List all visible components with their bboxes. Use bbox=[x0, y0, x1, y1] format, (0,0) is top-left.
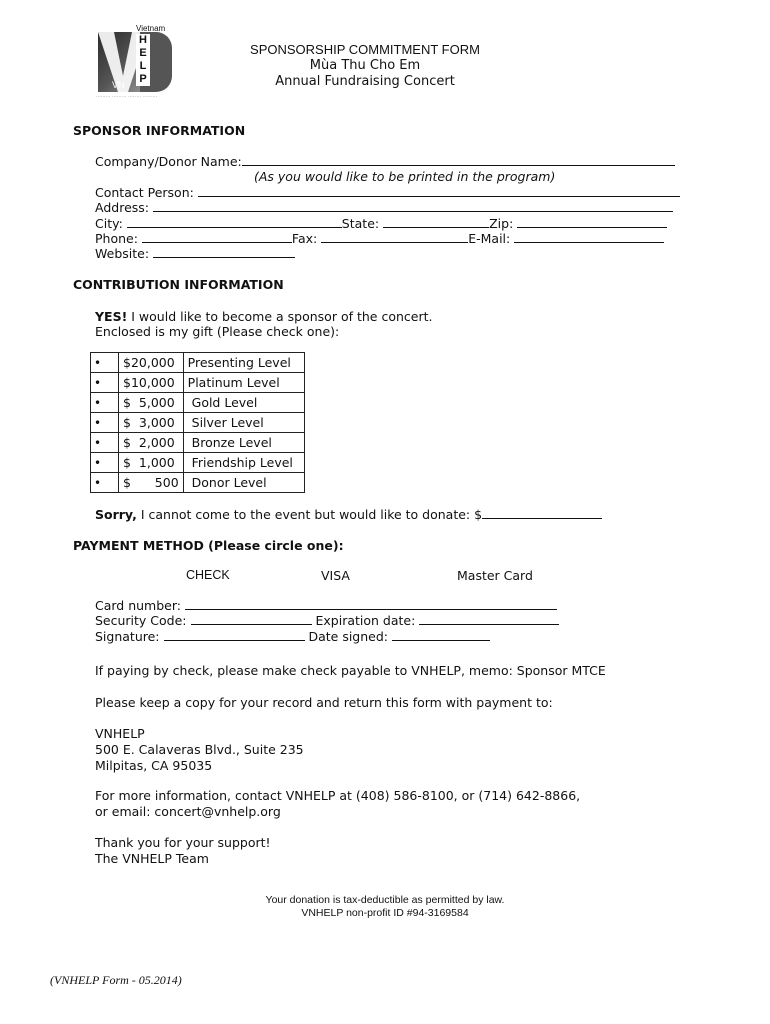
level-name: Presenting Level bbox=[183, 353, 304, 373]
tax-note: Your donation is tax-deductible as permitted by law. bbox=[265, 894, 505, 906]
date-signed-field[interactable] bbox=[392, 629, 490, 641]
date-signed-label: Date signed: bbox=[304, 629, 389, 644]
thanks-line-1: Thank you for your support! bbox=[95, 835, 271, 850]
level-checkbox[interactable] bbox=[91, 413, 119, 433]
city-row bbox=[95, 216, 667, 231]
program-note: (As you would like to be printed in the program) bbox=[254, 169, 556, 184]
website-row bbox=[95, 246, 295, 261]
level-row bbox=[91, 433, 305, 453]
sorry-word: Sorry, bbox=[95, 507, 137, 522]
address-line-1: VNHELP bbox=[95, 726, 145, 741]
yes-word: YES! bbox=[95, 309, 128, 324]
bullet-icon: • bbox=[94, 456, 102, 470]
contact-info bbox=[95, 788, 580, 820]
bullet-icon: • bbox=[94, 356, 102, 370]
footer-note bbox=[200, 894, 570, 920]
form-event: Annual Fundraising Concert bbox=[275, 74, 455, 89]
logo-letters: HELP bbox=[139, 34, 147, 85]
signature-field[interactable] bbox=[164, 629, 305, 641]
address-field[interactable] bbox=[153, 200, 673, 212]
level-name: Platinum Level bbox=[183, 373, 304, 393]
form-subtitle: Mùa Thu Cho Em bbox=[309, 58, 421, 73]
level-amount: $ 2,000 bbox=[119, 433, 184, 453]
company-field[interactable] bbox=[242, 154, 675, 166]
yes-line bbox=[95, 309, 432, 324]
payment-option-visa[interactable]: VISA bbox=[321, 568, 350, 583]
city-field[interactable] bbox=[127, 216, 342, 228]
address-line-3: Milpitas, CA 95035 bbox=[95, 758, 213, 773]
phone-row bbox=[95, 231, 664, 246]
form-title: SPONSORSHIP COMMITMENT FORM bbox=[250, 42, 480, 57]
level-amount: $ 3,000 bbox=[119, 413, 184, 433]
level-row bbox=[91, 453, 305, 473]
level-amount: $ 500 bbox=[119, 473, 184, 493]
level-name: Silver Level bbox=[183, 413, 304, 433]
card-number-row bbox=[95, 598, 557, 613]
level-amount: $ 5,000 bbox=[119, 393, 184, 413]
yes-text: I would like to become a sponsor of the concert. bbox=[127, 309, 433, 324]
email-field[interactable] bbox=[514, 231, 664, 243]
logo-mark-text: VN bbox=[112, 80, 125, 90]
address-label: Address: bbox=[95, 200, 149, 215]
expiration-field[interactable] bbox=[419, 613, 559, 625]
fax-field[interactable] bbox=[321, 231, 468, 243]
state-field[interactable] bbox=[383, 216, 489, 228]
signature-row bbox=[95, 629, 490, 644]
expiration-label: Expiration date: bbox=[311, 613, 416, 628]
bullet-icon: • bbox=[94, 416, 102, 430]
return-note: Please keep a copy for your record and return this form with payment to: bbox=[95, 695, 553, 710]
address-line-2: 500 E. Calaveras Blvd., Suite 235 bbox=[95, 742, 304, 757]
address-row bbox=[95, 200, 673, 215]
logo-help-letters bbox=[136, 34, 150, 86]
security-code-field[interactable] bbox=[191, 613, 312, 625]
nonprofit-id: VNHELP non-profit ID #94-3169584 bbox=[301, 907, 469, 919]
thanks-line-2: The VNHELP Team bbox=[95, 851, 209, 866]
contact-field[interactable] bbox=[198, 185, 680, 197]
zip-field[interactable] bbox=[517, 216, 667, 228]
city-label: City: bbox=[95, 216, 123, 231]
payment-option-check[interactable]: CHECK bbox=[186, 568, 230, 582]
phone-field[interactable] bbox=[142, 231, 292, 243]
security-row bbox=[95, 613, 559, 628]
form-number: (VNHELP Form - 05.2014) bbox=[50, 973, 182, 987]
sorry-line bbox=[95, 507, 602, 522]
level-name: Friendship Level bbox=[183, 453, 304, 473]
contact-label: Contact Person: bbox=[95, 185, 194, 200]
bullet-icon: • bbox=[94, 436, 102, 450]
level-checkbox[interactable] bbox=[91, 373, 119, 393]
payment-heading: PAYMENT METHOD (Please circle one): bbox=[73, 538, 344, 553]
bullet-icon: • bbox=[94, 476, 102, 490]
level-row bbox=[91, 473, 305, 493]
contribution-heading: CONTRIBUTION INFORMATION bbox=[73, 277, 284, 292]
level-row bbox=[91, 393, 305, 413]
bullet-icon: • bbox=[94, 396, 102, 410]
logo-top-text: Vietnam bbox=[136, 24, 166, 33]
level-checkbox[interactable] bbox=[91, 473, 119, 493]
level-checkbox[interactable] bbox=[91, 453, 119, 473]
level-row bbox=[91, 353, 305, 373]
level-amount: $10,000 bbox=[119, 373, 184, 393]
fax-label: Fax: bbox=[291, 231, 318, 246]
bullet-icon: • bbox=[94, 376, 102, 390]
level-name: Bronze Level bbox=[183, 433, 304, 453]
signature-label: Signature: bbox=[95, 629, 160, 644]
card-number-field[interactable] bbox=[185, 598, 557, 610]
form-header bbox=[200, 42, 530, 90]
mailing-address bbox=[95, 726, 304, 774]
level-amount: $20,000 bbox=[119, 353, 184, 373]
level-row bbox=[91, 413, 305, 433]
level-name: Gold Level bbox=[183, 393, 304, 413]
contact-line-2: or email: concert@vnhelp.org bbox=[95, 804, 281, 819]
logo-tagline: ········· ········· ········ ········· bbox=[96, 94, 158, 99]
level-checkbox[interactable] bbox=[91, 433, 119, 453]
thanks-block bbox=[95, 835, 271, 867]
security-label: Security Code: bbox=[95, 613, 187, 628]
website-label: Website: bbox=[95, 246, 150, 261]
zip-label: Zip: bbox=[489, 216, 514, 231]
sorry-text: I cannot come to the event but would like to donate: $ bbox=[136, 507, 483, 522]
email-label: E-Mail: bbox=[468, 231, 511, 246]
contact-line-1: For more information, contact VNHELP at (408) 586-8100, or (714) 642-8866, bbox=[95, 788, 581, 803]
level-checkbox[interactable] bbox=[91, 393, 119, 413]
enclosed-line: Enclosed is my gift (Please check one): bbox=[95, 324, 340, 339]
company-row bbox=[95, 154, 675, 169]
contact-row bbox=[95, 185, 680, 200]
company-label: Company/Donor Name: bbox=[95, 154, 242, 169]
vnhelp-logo bbox=[96, 24, 174, 100]
level-row bbox=[91, 373, 305, 393]
state-label: State: bbox=[341, 216, 380, 231]
check-note: If paying by check, please make check payable to VNHELP, memo: Sponsor MTCE bbox=[95, 663, 606, 678]
level-checkbox[interactable] bbox=[91, 353, 119, 373]
payment-option-mastercard[interactable]: Master Card bbox=[457, 568, 533, 583]
level-name: Donor Level bbox=[183, 473, 304, 493]
donation-amount-field[interactable] bbox=[482, 507, 602, 519]
website-field[interactable] bbox=[153, 246, 295, 258]
phone-label: Phone: bbox=[95, 231, 138, 246]
sponsor-heading: SPONSOR INFORMATION bbox=[73, 123, 246, 138]
card-number-label: Card number: bbox=[95, 598, 181, 613]
level-amount: $ 1,000 bbox=[119, 453, 184, 473]
sponsor-levels-table bbox=[90, 352, 305, 493]
